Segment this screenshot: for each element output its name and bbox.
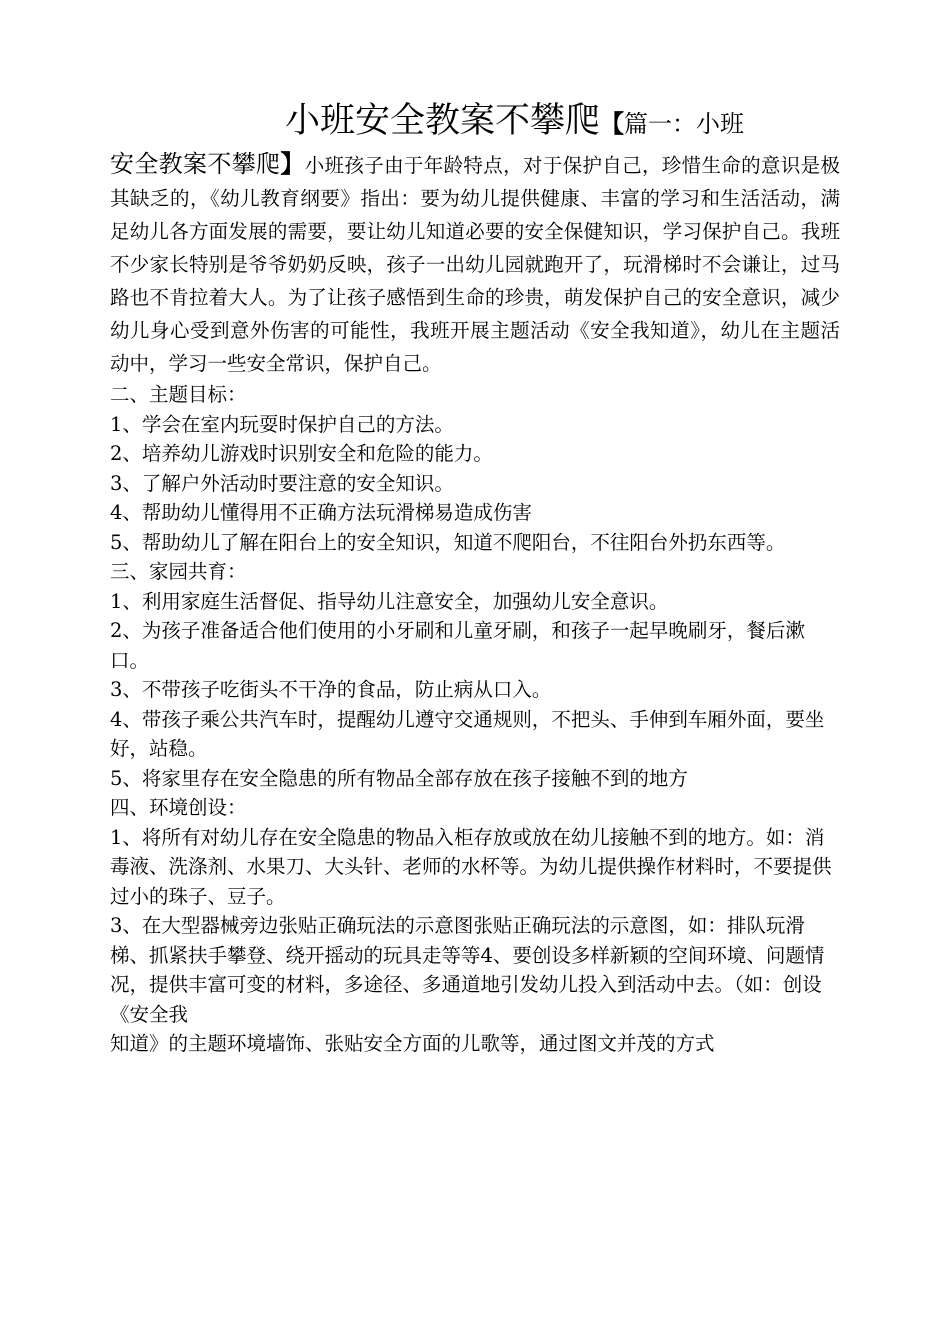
section-home-school — [110, 557, 840, 793]
title-continuation-line1: 篇一：小班 — [624, 110, 745, 138]
goal-item: 1、学会在室内玩耍时保护自己的方法。 — [110, 412, 454, 436]
goal-item: 3、了解户外活动时要注意的安全知识。 — [110, 471, 454, 495]
intro-paragraph: 小班孩子由于年龄特点，对于保护自己，珍惜生命的意识是极其缺乏的，《幼儿教育纲要》指出：要为幼儿提供健康、丰富的学习和生活活动，满足幼儿各方面发展的需要，要让幼儿知道必要的安全保健知识，学习保护自己。我班不少家长特别是爷爷奶奶反映，孩子一出幼儿园就跑开了，玩滑梯时不会谦让，过马路也不肯拉着大人。为了让孩子感悟到生命的珍贵，萌发保护自己的安全意识，减少幼儿身心受到意外伤害的可能性，我班开展主题活动《安全我知道》，幼儿在主题活动中，学习一些安全常识，保护自己。 — [110, 154, 841, 375]
goal-item: 4、帮助幼儿懂得用不正确方法玩滑梯易造成伤害 — [110, 501, 532, 524]
title-continuation-line2: 安全教案不攀爬 — [110, 150, 281, 178]
goal-item: 2、培养幼儿游戏时识别安全和危险的能力。 — [110, 442, 493, 465]
home-school-item: 2、为孩子准备适合他们使用的小牙刷和儿童牙刷，和孩子一起早晚刷牙，餐后漱口。 — [110, 619, 805, 672]
home-school-item: 5、将家里存在安全隐患的所有物品全部存放在孩子接触不到的地方 — [110, 766, 688, 790]
section-goals — [110, 380, 840, 557]
section-environment-heading: 四、环境创设： — [110, 796, 247, 819]
section-home-school-heading: 三、家园共育： — [110, 560, 247, 583]
title-open-bracket: 【 — [600, 109, 625, 138]
document-page — [110, 95, 840, 1059]
section-goals-heading: 二、主题目标： — [110, 383, 247, 406]
document-title: 小班安全教案不攀爬 — [285, 101, 601, 141]
section-environment — [110, 793, 840, 1059]
home-school-item: 1、利用家庭生活督促、指导幼儿注意安全，加强幼儿安全意识。 — [110, 589, 669, 613]
goal-item: 5、帮助幼儿了解在阳台上的安全知识，知道不爬阳台，不往阳台外扔东西等。 — [110, 530, 786, 554]
environment-item: 3、在大型器械旁边张贴正确玩法的示意图张贴正确玩法的示意图，如：排队玩滑梯、抓紧扶手攀登、绕开摇动的玩具走等等4、要创设多样新颖的空间环境、问题情况，提供丰富可变的材料，多途径、多通道地引发幼儿投入到活动中去。（如：创设《安全我 — [110, 914, 825, 1026]
environment-item: 知道》的主题环境墙饰、张贴安全方面的儿歌等，通过图文并茂的方式 — [110, 1032, 715, 1055]
title-and-intro — [110, 95, 840, 380]
home-school-item: 3、不带孩子吃街头不干净的食品，防止病从口入。 — [110, 678, 552, 701]
title-close-bracket: 】 — [280, 149, 305, 178]
environment-item: 1、将所有对幼儿存在安全隐患的物品入柜存放或放在幼儿接触不到的地方。如：消毒液、洗涤剂、水果刀、大头针、老师的水杯等。为幼儿提供操作材料时，不要提供过小的珠子、豆子。 — [110, 825, 832, 908]
home-school-item: 4、带孩子乘公共汽车时，提醒幼儿遵守交通规则，不把头、手伸到车厢外面，要坐好，站稳。 — [110, 707, 825, 760]
